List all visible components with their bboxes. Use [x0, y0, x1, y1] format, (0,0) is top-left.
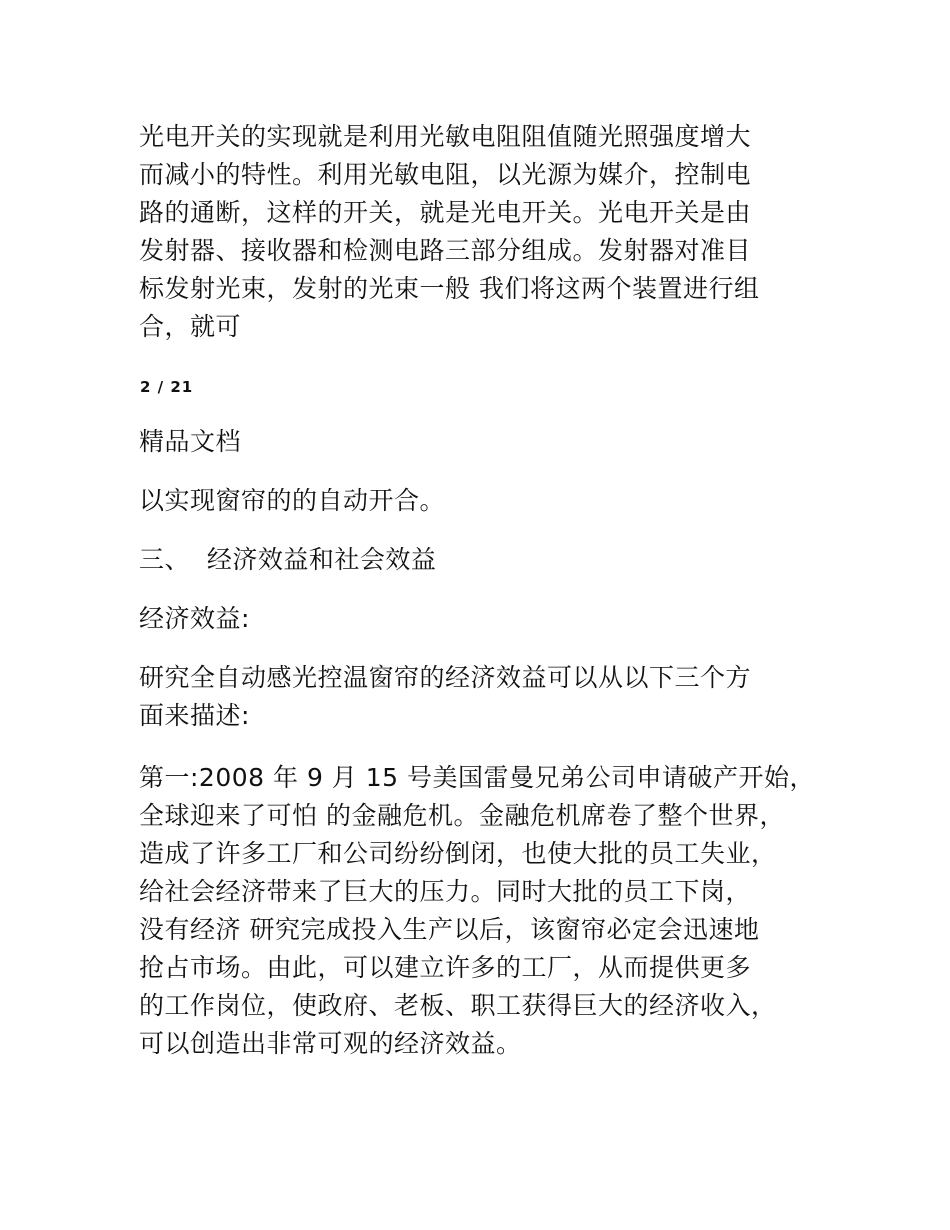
continuation-paragraph — [139, 482, 839, 520]
point-one-line: 给社会经济带来了巨大的压力。同时大批的员工下岗， — [139, 877, 752, 906]
header-label — [139, 423, 839, 461]
point-one-line: 抢占市场。由此，可以建立许多的工厂，从而提供更多 — [139, 953, 752, 982]
continuation-line: 以实现窗帘的的自动开合。 — [139, 486, 446, 515]
point-one-line: 可以创造出非常可观的经济效益。 — [139, 1029, 522, 1058]
sub-heading — [139, 600, 839, 638]
intro-line: 标发射光束，发射的光束一般 我们将这两个装置进行组 — [139, 274, 760, 303]
intro-line: 而减小的特性。利用光敏电阻，以光源为媒介，控制电 — [139, 160, 752, 189]
section-heading-text: 三、 经济效益和社会效益 — [139, 545, 437, 574]
point-one-line: 造成了许多工厂和公司纷纷倒闭，也使大批的员工失业， — [139, 839, 777, 868]
description-line: 研究全自动感光控温窗帘的经济效益可以从以下三个方 — [139, 663, 752, 692]
page-number: 2 / 21 — [140, 378, 194, 396]
intro-line: 路的通断，这样的开关，就是光电开关。光电开关是由 — [139, 198, 752, 227]
point-one-line: 全球迎来了可怕 的金融危机。金融危机席卷了整个世界， — [139, 801, 785, 830]
description-paragraph — [139, 659, 839, 735]
point-one-line: 没有经济 研究完成投入生产以后，该窗帘必定会迅速地 — [139, 915, 760, 944]
sub-heading-text: 经济效益: — [139, 604, 250, 633]
point-one-line: 的工作岗位，使政府、老板、职工获得巨大的经济收入， — [139, 991, 777, 1020]
intro-line: 合，就可 — [139, 312, 242, 341]
intro-line: 发射器、接收器和检测电路三部分组成。发射器对准目 — [139, 236, 752, 265]
intro-line: 光电开关的实现就是利用光敏电阻阻值随光照强度增大 — [139, 122, 752, 151]
point-one-line: 第一:2008 年 9 月 15 号美国雷曼兄弟公司申请破产开始， — [139, 763, 815, 792]
intro-paragraph — [139, 118, 839, 346]
description-line: 面来描述: — [139, 701, 250, 730]
section-heading — [139, 541, 839, 579]
header-label-text: 精品文档 — [139, 427, 242, 456]
point-one-paragraph — [139, 759, 839, 1063]
